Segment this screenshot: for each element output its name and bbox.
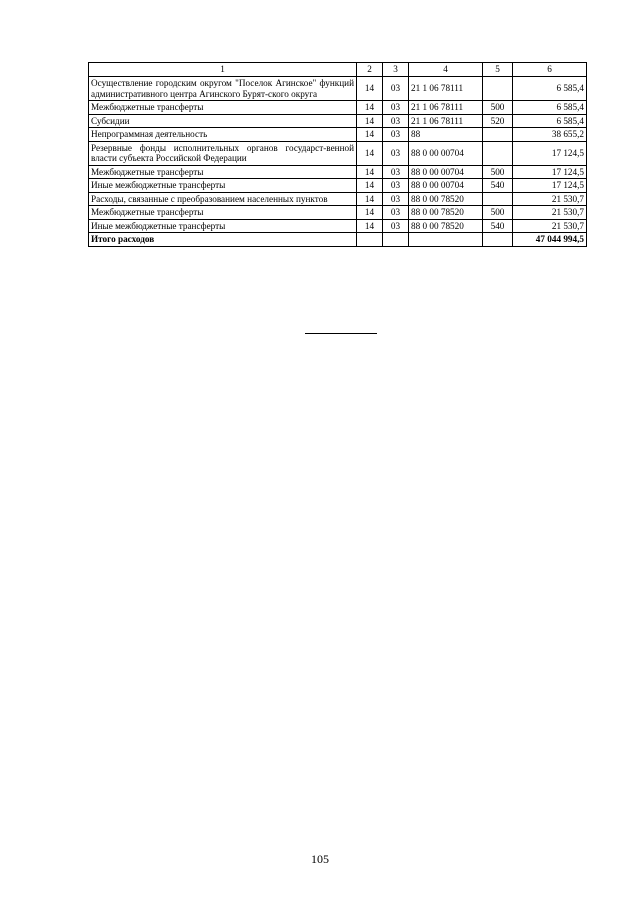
row-amount: 17 124,5 (513, 165, 587, 179)
row-amount: 38 655,2 (513, 128, 587, 142)
row-col-5: 500 (483, 165, 513, 179)
row-col-2: 14 (357, 192, 383, 206)
row-amount: 6 585,4 (513, 77, 587, 101)
row-name: Непрограммная деятельность (89, 128, 357, 142)
row-col-2: 14 (357, 206, 383, 220)
header-col-3: 3 (383, 63, 409, 77)
row-col-4: 21 1 06 78111 (409, 114, 483, 128)
row-col-3: 03 (383, 206, 409, 220)
header-col-5: 5 (483, 63, 513, 77)
row-col-3: 03 (383, 101, 409, 115)
row-col-3: 03 (383, 165, 409, 179)
row-col-4: 88 0 00 00704 (409, 141, 483, 165)
total-empty-4 (409, 233, 483, 247)
row-col-3: 03 (383, 114, 409, 128)
row-col-2: 14 (357, 114, 383, 128)
row-col-4: 88 0 00 78520 (409, 206, 483, 220)
page-number: 105 (311, 852, 329, 866)
table-row (89, 101, 587, 115)
row-name: Иные межбюджетные трансферты (89, 219, 357, 233)
row-col-5 (483, 77, 513, 101)
row-col-4: 88 0 00 00704 (409, 165, 483, 179)
row-col-3: 03 (383, 128, 409, 142)
header-col-4: 4 (409, 63, 483, 77)
row-name: Резервные фонды исполнительных органов государст-венной власти субъекта Российской Федерации (89, 141, 357, 165)
row-col-4: 88 0 00 00704 (409, 179, 483, 193)
row-amount: 21 530,7 (513, 206, 587, 220)
row-amount: 21 530,7 (513, 192, 587, 206)
total-label: Итого расходов (89, 233, 357, 247)
table-row (89, 128, 587, 142)
total-empty-2 (357, 233, 383, 247)
row-col-3: 03 (383, 192, 409, 206)
table-row (89, 206, 587, 220)
table-row (89, 179, 587, 193)
row-name: Расходы, связанные с преобразованием населенных пунктов (89, 192, 357, 206)
header-col-2: 2 (357, 63, 383, 77)
table-row (89, 192, 587, 206)
row-name: Субсидии (89, 114, 357, 128)
closing-rule (305, 333, 377, 334)
row-col-4: 88 (409, 128, 483, 142)
row-name: Межбюджетные трансферты (89, 165, 357, 179)
row-col-2: 14 (357, 165, 383, 179)
table-row (89, 77, 587, 101)
table-row (89, 165, 587, 179)
header-col-1: 1 (89, 63, 357, 77)
row-col-4: 21 1 06 78111 (409, 101, 483, 115)
row-col-5: 540 (483, 179, 513, 193)
row-col-3: 03 (383, 77, 409, 101)
row-col-2: 14 (357, 219, 383, 233)
row-col-5: 540 (483, 219, 513, 233)
row-col-4: 88 0 00 78520 (409, 192, 483, 206)
table-row (89, 141, 587, 165)
row-col-3: 03 (383, 141, 409, 165)
row-col-2: 14 (357, 128, 383, 142)
row-name: Осуществление городским округом "Поселок Агинское" функций административного центра Агинского Бурят-ского округа (89, 77, 357, 101)
row-col-5: 500 (483, 101, 513, 115)
row-col-2: 14 (357, 101, 383, 115)
row-col-5: 500 (483, 206, 513, 220)
row-amount: 21 530,7 (513, 219, 587, 233)
row-col-5 (483, 128, 513, 142)
row-col-2: 14 (357, 141, 383, 165)
row-col-3: 03 (383, 219, 409, 233)
total-empty-3 (383, 233, 409, 247)
row-name: Иные межбюджетные трансферты (89, 179, 357, 193)
total-empty-5 (483, 233, 513, 247)
total-row (89, 233, 587, 247)
row-col-2: 14 (357, 77, 383, 101)
row-amount: 17 124,5 (513, 179, 587, 193)
header-col-6: 6 (513, 63, 587, 77)
row-col-4: 88 0 00 78520 (409, 219, 483, 233)
row-amount: 17 124,5 (513, 141, 587, 165)
row-amount: 6 585,4 (513, 101, 587, 115)
row-name: Межбюджетные трансферты (89, 101, 357, 115)
row-col-5: 520 (483, 114, 513, 128)
table-row (89, 219, 587, 233)
row-col-5 (483, 141, 513, 165)
row-col-4: 21 1 06 78111 (409, 77, 483, 101)
total-value: 47 044 994,5 (513, 233, 587, 247)
row-amount: 6 585,4 (513, 114, 587, 128)
table-row (89, 114, 587, 128)
row-col-2: 14 (357, 179, 383, 193)
expenses-table (88, 62, 587, 247)
row-name: Межбюджетные трансферты (89, 206, 357, 220)
row-col-5 (483, 192, 513, 206)
table-header-row (89, 63, 587, 77)
row-col-3: 03 (383, 179, 409, 193)
